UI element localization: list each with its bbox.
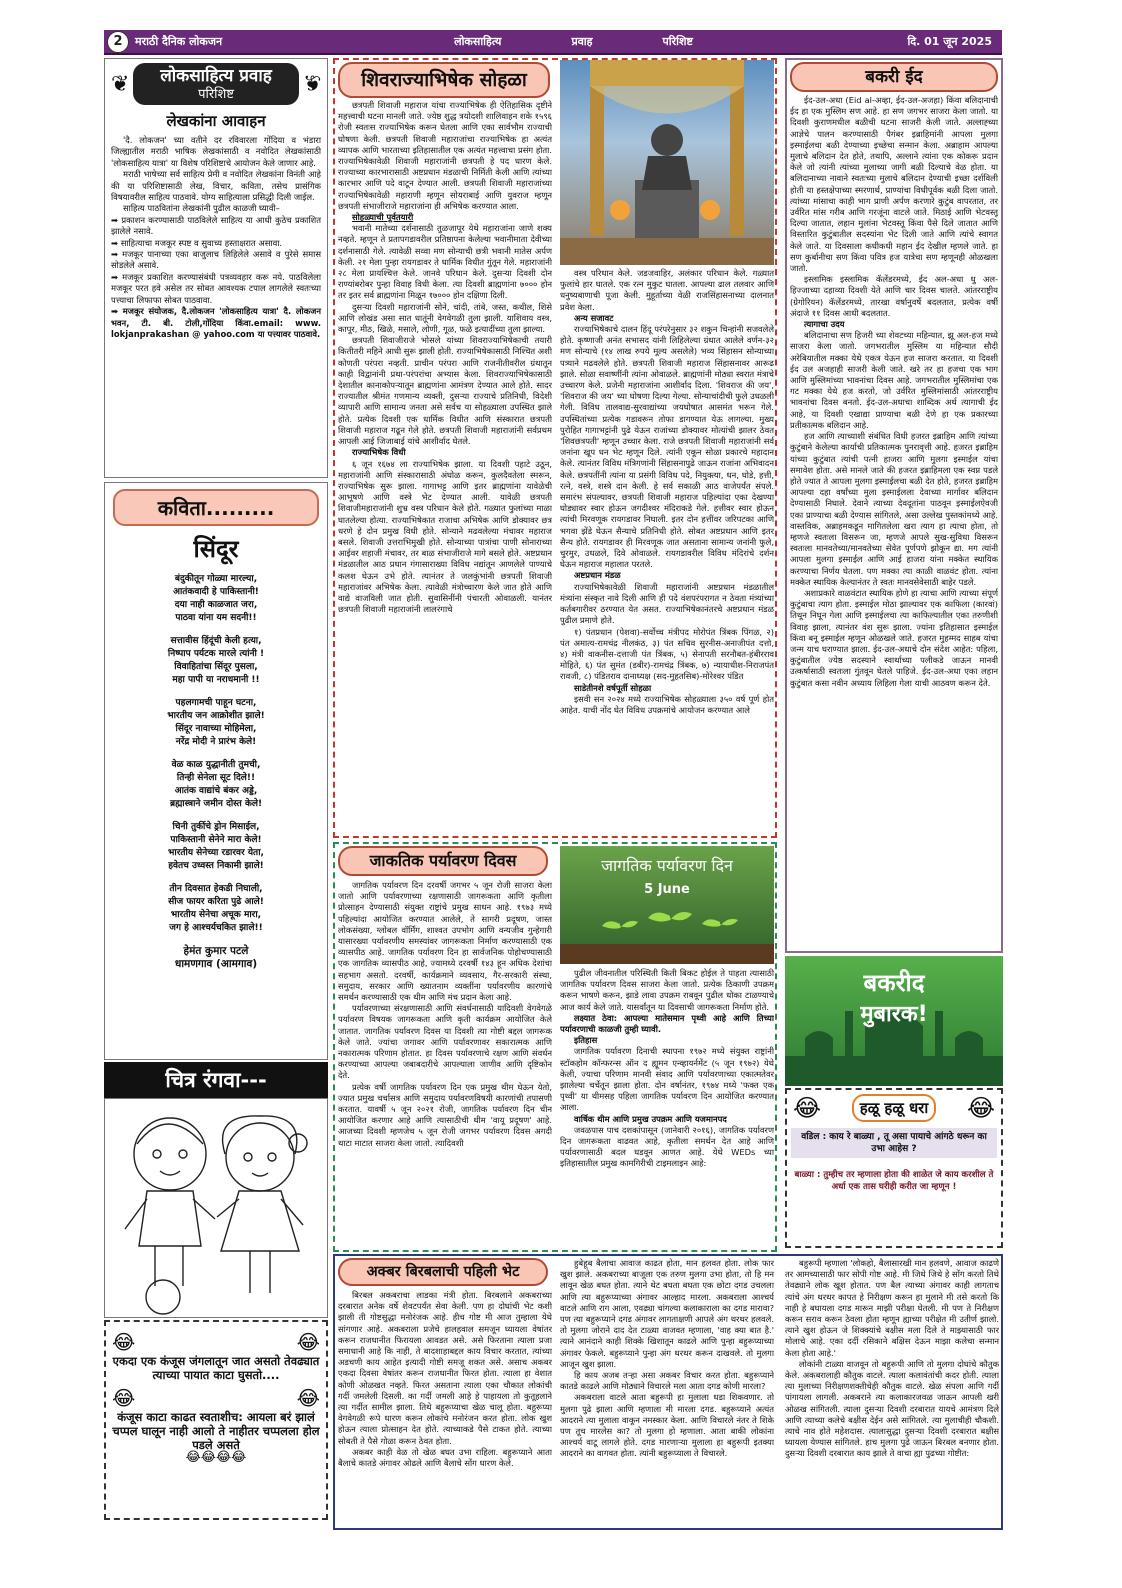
- poem-stanza: [113, 759, 319, 811]
- poem-line: आतंक वाद्यांचे बंकर अड्डे,: [174, 786, 258, 796]
- poem-line: सिंदूर नावाच्या मोहिमेला,: [175, 724, 257, 734]
- masthead: [111, 63, 321, 105]
- eid-text: ईद-उल-अधा (Eid al-अव्हा, ईद-उल-अजहा) किंवा बलिदानाची ईद हा एक मुस्लिम सण आहे. हा सण जगभर साजरा केला जातो. या दिवशी कुराणमधील बळीची घटना साजरी केली जाते. अल्लाह्च्या आज्ञेचे पालन करण्यासाठी पैगंबर इब्राहिमांनी आपला मुलगा इस्माईलचा बळी देण्याच्या इच्छेचा सन्मान केला. अब्राहाम आपल्या मुलाचे बलिदान देत होते, तथापि, अल्लाने त्यांना एक कोकरू प्रदान केले जो त्यांनी त्यांच्या मुलाच्या जागी बळी दिल्याचे वेळ होता. या बलिदानाच्या नावाने स्वतःच्या मुलाचे बलिदान देण्याची इच्छा दर्शविली होती या हस्तक्षेपाच्या स्मरणार्थ, प्राण्यांचा विधीपूर्वक बळी दिला जातो. त्यांच्या मांसाचा काही भाग प्राणी अर्पण करणारे कुटुंब वापरतात, तर उर्वरित मांस गरीब आणि गरजूंना वाटले जाते. मिठाई आणि भेटवस्तू दिल्या जातात, लहान मुलांना भेटवस्तू किंवा पैसे दिले जातात आणि विस्तारित कुटुंबातील सदस्यांना भेट दिली जाते आणि त्यांचे स्वागत केले जाते. या दिवसाला कधीकधी महान ईद देखील म्हणले जाते. हा सण कुर्बानीचा सण किंवा पवित्र हज यात्रेचा सण म्हणूनही ओळखला जातो. इस्लामिक इस्लामिक कॅलेंडरमध्ये, ईद अल-अधा धु अल-हिज्जाच्या दहाव्या दिवशी येते आणि चार दिवस चालते. आंतरराष्ट्रीय (ग्रेगोरियन) कॅलेंडरमध्ये, तारखा वर्षानुवर्षे बदलतात, प्रत्येक वर्षी अंदाजे ११ दिवस आधी बदलतात. त्यागाचा उदय बलिदानाचा सण हिजरी च्या शेवटच्या महिन्यात, झू अल-हज मध्ये साजरा केला जातो. जगभरातील मुस्लिम या महिन्यात सौदी अरेबियातील मक्का येथे एकत्र येऊन हज साजरा करतात. या दिवशी ईद उल अजहाही साजरी केली जाते. खरे तर हा हजचा एक भाग आणि मुस्लिमांच्या भावनांचा दिवस आहे. जगभरातील मुस्लिमांचा एक गट मक्का येथे हज करतो, जो उर्वरित मुस्लिमांसाठी आंतरराष्ट्रीय भावनांचा दिवस बनतो. ईद-उल-अधाचा शाब्दिक अर्थ त्यागाची ईद आहे, या दिवशी एखाद्या प्राण्याचा बळी देणे हा एक प्रकारच्या प्रतीकात्मक बलिदान आहे. हज आणि त्याच्याशी संबंधित विधी हजरत इब्राहिम आणि त्यांच्या कुटुंबाने केलेल्या कार्याची प्रतिकात्मक पुनरावृत्ती आहे. हजरत इब्राहिम यांच्या कुटुंबात त्यांची पत्नी हाजरा आणि मुलगा इस्माईल यांचा समावेश होता. असे मानले जाते की हजरत इब्राहिमला एक स्वप्न पडले होते ज्यात ते आपला मुलगा इस्माईलचा बळी देत होते, हजरत इब्राहिम आपल्या दहा वर्षांच्या मुला इस्माईलला देवाच्या मार्गावर बलिदान देण्यासाठी निघाले. देवाने त्याच्या देवदूतांना पाठवून इस्माईलऐवजी एका प्राण्याचा बळी देण्यास सांगितले, असा उल्लेख पुस्तकांमध्ये आहे. वास्तविक, अब्राहमकडून मागितलेला खरा त्याग हा त्याचा होता, तो म्हणजे स्वतःला विसरून जा, म्हणजे आपले सुख-सुविधा विसरून स्वतःला मानवतेच्या/मानवतेच्या सेवेत पूर्णपणे झोकून द्या. मग त्यांनी आपला मुलगा इस्माईल आणि आई हाजरा यांना मक्केत स्थायिक करण्याचा निर्णय घेतला. पण मक्का त्या काळी वाळवंट होता. त्यांना मक्केत स्थायिक केल्यानंतर ते स्वतः मानवसेवेसाठी बाहेर पडले. अशाप्रकारे वाळवंटात स्थायिक होणे हा त्याचा आणि त्याच्या संपूर्ण कुटुंबाचा त्याग होता. इस्माईल मोठा झाल्यावर एक काफिला (कारवां) तिथून निघून गेला आणि इस्माईलचा त्या काफिल्यातील एका तरुणीशी विवाह झाला, त्यानंतर वंश सुरू झाला. ज्यांना इतिहासात इस्माईल किंवा बनू इस्माईल म्हणून ओळखले जाते. हजरत मुहम्मद साहब यांचा जन्म याच घराण्यात झाला. ईद-उल-अधाचे दोन संदेश आहेत: पहिला, कुटुंबातील ज्येष्ठ सदस्याने स्वार्थाच्या पलीकडे जाऊन मानवी उत्कर्षासाठी स्वतःला गुंतवून घेतले पाहिजे. ईद-उल-अधा एका लहान कुटुंबात कसा नवीन अध्याय लिहिला गेला याची आठवण करून देते.: [790, 95, 998, 688]
- emoji-row: [112, 1386, 320, 1410]
- arrow-icon: ➡: [111, 249, 123, 260]
- rule-item: ➡ मजकूर प्रकाशित करण्यासंबंधी पत्रव्यवहार करू नये. पाठविलेला मजकूर परत हवे असेल तर सोबत आवश्यक टपाल लागलेले स्वतःच्या पत्त्याचा लिफाफा सोबत पाठवावा.: [111, 271, 322, 305]
- banner-line2: मुबारक!: [860, 1002, 928, 1027]
- laugh-icon: 😂: [112, 1330, 136, 1354]
- bakrid-banner: [785, 956, 1003, 1086]
- poem-line: तीन दिवसात हेकडी निघाली,: [169, 884, 263, 894]
- appeal-para: 'दै. लोकजन' च्या वतीने दर रविवारला गोंदिया व भंडारा जिल्ह्यातील मराठी भाषिक लेखकांसाठी व नवोदित लेखकांसाठी 'लोकसाहित्य यात्रा' या विशेष परिशिष्टाचे आयोजन केले जाणार आहे.: [111, 135, 321, 168]
- poem-stanza: [113, 821, 319, 873]
- poem-line: महा पापी या नराधमानी !!: [172, 675, 260, 685]
- rules-list: [111, 215, 321, 340]
- halu-joke-header: [787, 1090, 1001, 1126]
- rule-item: ➡ मजकूर संयोजक, दै.लोकजन 'लोकसाहित्य यात्रा' दै. लोकजन भवन, टी. बी. टोली,गोंदिया किंवा.email: www. lokjanprakashan @ yahoo.com या पत्त्यावर पाठवावे.: [111, 306, 321, 339]
- poem-line: तिन्ही सेनेला सूट दिले!!: [176, 773, 256, 783]
- poem-body: [113, 573, 319, 935]
- ornament-right-icon: ❦: [302, 71, 321, 97]
- poem-stanza: [113, 883, 319, 935]
- arrow-icon: ➡: [111, 306, 123, 317]
- eid-title: बकरी ईद: [790, 62, 998, 92]
- masthead-sub: परिशिष्ट: [198, 87, 234, 102]
- poem-stanza: [113, 635, 319, 687]
- arrow-icon: ➡: [111, 214, 122, 225]
- akbar-col2: हुबेहूब बैलाचा आवाज काढत होता, मान हलवत होता. लोक फार खुश झाले. अकबराच्या बाजूला एक तरुण मुलगा उभा होता, तो हि मन लावून खेळ बघत होता. त्याने थेट बघता बघता एक छोटा दगड उचलला आणि त्या बहुरूप्याच्या अंगावर आल्हाद मारला. अकबराला आश्चर्य वाटले आणि राग आला, एवढ्या चांगल्या कलाकाराला का दगड मारावा? पण त्या बहुरूप्याने दगड अंगावर लागताक्षणी आपले अंग थरथर हलवले. तो मुलगा जोराने दाद देत टाळ्या वाजवत म्हणाला, 'वाह क्या बात है.' त्याने आनंदाने काही शिक्के खिशातून काढले आणि पुन्हा बहुरूप्याच्या अंगावर फेकले. बहुरूप्याने पुन्हा अंग थरथर करून दाखवले. तो मुलगा आजून खुश झाला. हि काय अजब तऱ्हा असा अकबर विचार करत होता. बहुरूप्याने कातडे काढले आणि मोठ्याने विचारले मला आता दगड कोणी मारला? अकबराला वाटले आता बहुरूपी हा मुलाला धडा शिकवणार. तो मुलगा पुढे झाला आणि म्हणाला मी मारला दगड. बहुरूप्याने अत्यंत आदराने त्या मुलाला वाकून नमस्कार केला. आणि विचारले नंतर ते शिके पण तूच मारलेस का? तो मुलगा हो म्हणाला. आता बाकी लोकांना आश्चर्य वाटू लागले होते. दगड मारणाऱ्या मुलाला हा बहुरूपी इतक्या आदराने का वागवत होता. त्यांनी बहुरूप्याला ते विचारले.: [560, 1258, 774, 1459]
- joke-question: वडिल : काय रे बाळ्या , तू असा पायाचे आंगठे धरून का उभा आहेस ?: [791, 1128, 997, 1158]
- akbar-col3: बहुरूपी म्हणाला 'लोकहो, बैलासारखी मान हलवणे, आवाज काढणे तर आमच्यासाठी फार सोपी गोष्ट आहे. मी जिथे जिथे हे सोंग करतो तिथे तेवढ्याने लोक खूश होतात. पण बैल त्याच्या अंगावर काही लागताच त्यांचे अंग थरथर कापत हे निरीक्षण करून हा मुलाने मी तसे करतो कि नाही हे बघायला दगड मारून माझी परीक्षा घेतली. मी पण ते निरीक्षण करून सराव करून ठेवला होता म्हणून ह्याच्या परीक्षेत मी उतीर्ण झालो. त्याने खुश होऊन जे शिक्क्यांचे बक्षीस मला दिले ते माझ्यासाठी फार मोलाचे आहे. एका दर्दी रसिकाने बक्षिस देऊन माझा कलेचा सन्मान केला होता आहे.' लोकांनी टाळ्या वाजवून तो बहुरूपी आणि तो मुलगा दोघांचे कौतुक केले. अकबरालाही कौतुक वाटले. त्याला कलावंतांची कदर होती. त्याला त्या मुलाच्या निरीक्षणशक्तीचेही कौतुक वाटले. खेळ संपला आणि गर्दी पांगायला लागली. अकबराने त्या कलाकारजवळ जाऊन आपली खरी ओळख सांगितली. त्याला दुसऱ्या दिवशी दरबारात यायचे आमंत्रण दिले आणि त्याच्या कलेचे बक्षीस देईन असे सांगितले. त्या मुलाचीही चौकशी. त्याचे नाव होते महेशदास. त्यालासुद्धा दुसऱ्या दिवशी दरबारात बक्षीस घ्यायला येण्यास सांगितले. हाच मुलगा पुढे जाऊन बिरबल बनणार होता. दुसऱ्या दिवशी दरबारात काय झाले ते वाचा ह्या पुढच्या गोष्टीत:: [785, 1258, 999, 1459]
- halu-joke-title: हळू हळू धरा: [852, 1094, 936, 1122]
- joke-reply: कंजूस काटा काढत स्वताशीच: आयला बरं झालं चप्पल घालून नाही आलो ते नाहीतर चप्पलला होल पडले असते: [112, 1410, 320, 1452]
- header-item: लोकसाहित्य: [454, 35, 502, 48]
- shivaji-col2: वस्त्र परिधान केले. जडजवाहिर, अलंकार परिधान केले. गळ्यात फुलांचे हार घातले. एक रत्न मुकुट घातला. आपल्या ढाल तलवार आणि धनुष्यबाणाची पूजा केली. मुहूर्ताच्या वेळी राजसिंहासनाच्या दालनात प्रवेश केला. अन्य सजावट राज्याभिषेकाचे दालन हिंदू परंपरेनुसार ३२ शकुन चिन्हांनी सजवलेले होते. कृष्णाजी अनंत सभासद यांनी लिहिलेल्या ग्रंथात आलेले वर्णन-३२ मण सोन्याचे (१४ लाख रुपये मूल्य असलेले) भव्य सिंहासन सोन्याच्या पत्र्याने मढवलेले होते. छत्रपती शिवाजी महाराज सिंहासनावर आरूढ झाले. सोळा सवाष्णींनी त्यांना ओवाळले. ब्राह्मणांनी मोठ्या स्वरात मंत्राचे उच्चारण केले. प्रजेनी महाराजांना आशीर्वाद दिला. 'शिवराज की जय', 'शिवराज की जय' च्या घोषणा दिल्या गेल्या. सोन्याचांदीची फुले उधळली गेली. विविध तालवाद्य-सुरवाद्यांच्या जयघोषात आसमंत भरून गेले. उपस्थितांच्या प्रत्येक गडावरून तोफा डागण्यात येऊ लागल्या. मुख्य पुरोहित गागाभट्टांनी पुढे येऊन राजांच्या डोक्यावर मोत्यांची झालर ठेवत 'शिवछत्रपती' म्हणून उच्चार केला. राजे छत्रपती शिवाजी महाराजांनी सर्व जनांना खूप धन भेट म्हणून दिले. त्यांनी एकून सोळा प्रकारचे महादान केले. त्यानंतर विविध मंत्रिगणांनी सिंहासनापुढे जाऊन राजांना अभिवादन केले. छत्रपतींनी त्यांना या प्रसंगी विविध पदे, नियुक्त्या, धन, घोडे, हत्ती, रत्ने, वस्त्रे, शस्त्रे दान केली. हे सर्व सकाळी आठ वाजेपर्यंत संपले. समारंभ संपल्यावर, छत्रपती शिवाजी महाराज पहिल्यांदा एका देखण्या घोड्यावर स्वार होऊन जगदीश्वर मंदिराकडे गेले. हत्तीवर स्वार होऊन त्यांची मिरवणूक रायगडावर निघाली. इतर दोन हत्तींवर जरिपटका आणि भगवा झेंडे घेऊन सैन्याचे प्रतिनिधी होते. सोबत अष्टप्रधान आणि इतर सैन्य होते. रायगडावर ही मिरवणूक जात असताना सामान्य जनांनी फुले, चुरमुर, उधळले, दिवे ओवाळले. रायगडावरील विविध मंदिरांचे दर्शन घेऊन महाराज महालात परतले. अष्टप्रधान मंडळ राज्याभिषेकावेळी शिवाजी महाराजांनी अष्टप्रधान मंडळातील मंत्र्यांना संस्कृत नावे दिली आणि ही पदे वंशपरंपरागत न ठेवता मंत्र्यांच्या कर्तबगारीवर ठरण्यात येत असत. राज्याभिषेकानंतरचे अष्टप्रधान मंडळ पुढील प्रमाणे होते. १) पंतप्रधान (पेशवा)-सर्वोच्च मंत्रीपद मोरोपंत त्रिंबक पिंगळ, २) पंत अमात्य-रामचंद्र नीलकंठ, ३) पंत सचिव सुरनीस-अनाजीपंत दत्तो, ४) मंत्री वाकनीस-दत्ताजी पंत त्रिंबक, ५) सेनापती सरनौबत-हंबीरराव मोहिते, ६) पंत सुमंत (डबीर)-रामचंद्र त्रिंबक, ७) न्यायाधीश-निराजपंत रावजी, ८) पंडितराव दानाध्यक्ष (सद-मुहतसिब)-मोरेश्वर पंडित साडेतीनशे वर्षपूर्ती सोहळा इसवी सन २०२४ मध्ये राज्याभिषेक सोहळ्याला ३५० वर्ष पूर्ण होत आहेत. याची नोंद घेत विविध उपक्रमांचे आयोजन करण्यात आले: [560, 268, 774, 715]
- poem-line: सत्तावीस हिंदूंची केली हत्या,: [170, 636, 262, 646]
- ornament-left-icon: ❦: [111, 71, 130, 97]
- poem-line: दया नाही काळजात जरा,: [174, 600, 258, 610]
- poem-line: जग हे आश्चर्यचकित झाले!!: [169, 923, 263, 933]
- shivaji-photo: [560, 60, 774, 265]
- environment-photo-date: 5 June: [644, 882, 690, 897]
- poem-line: विवाहितांचा सिंदूर पुसला,: [174, 662, 258, 672]
- poem-line: भारतीय सेनेचा अचूक मारा,: [170, 910, 262, 920]
- poem-line: हवेतच उध्वस्त निकामी झाले!: [168, 861, 264, 871]
- poet-place: धामणगाव (आमगाव): [174, 958, 258, 970]
- page-number: 2: [107, 31, 129, 53]
- arrow-icon: ➡: [111, 237, 121, 248]
- joke-answer: बाळ्या : तुम्हीच तर म्हणाला होता की शाळेत जे काय करशील ते अर्धा एक तास घरीही करीत जा म्हणून !: [794, 1170, 994, 1192]
- paper-name: मराठी दैनिक लोकजन: [135, 35, 223, 48]
- seedlings-icon: [560, 846, 774, 964]
- arrow-icon: ➡: [111, 271, 123, 282]
- kavita-heading: कविता.........: [113, 489, 319, 526]
- poem-line: नरेंद्र मोदी ने प्रारंभ केले!: [175, 737, 257, 747]
- header-item: परिशिष्ट: [662, 35, 693, 48]
- laugh-icon: 😂: [793, 1094, 822, 1122]
- poem-line: पाकिस्तानी सेनेने मारा केले!: [170, 835, 262, 845]
- laugh-icon: 😂: [296, 1330, 320, 1354]
- environment-col1: जागतिक पर्यावरण दिन दरवर्षी जगभर ५ जून रोजी साजरा केला जातो आणि पर्यावरणाच्या रक्षणासाठी जागरूकता आणि कृतीला प्रोत्साहन देण्यासाठी संयुक्त राष्ट्रांचे प्रमुख साधन आहे. १९७३ मध्ये पहिल्यांदा आयोजित करण्यात आलेले, ते सागरी प्रदूषण, जास्त लोकसंख्या, ग्लोबल वॉर्मिंग, शाश्वत उपभोग आणि वन्यजीव गुन्हेगारी यासारख्या पर्यावरणीय समस्यांवर जागरूकता निर्माण करण्यासाठी एक व्यासपीठ आहे. जागतिक पर्यावरण दिन हा सार्वजनिक पोहोचण्यासाठी एक जागतिक व्यासपीठ आहे, ज्यामध्ये दरवर्षी १४३ हून अधिक देशांचा सहभाग असतो. दरवर्षी, कार्यक्रमाने व्यवसाय, गैर-सरकारी संस्था, समुदाय, सरकार आणि ख्यातनाम व्यक्तींना पर्यावरणीय कारणांचे समर्थन करण्यासाठी एक थीम आणि मंच प्रदान केला आहे. पर्यावरणाच्या संरक्षणासाठी आणि संवर्धनासाठी यादिवशी वेगवेगळे पर्यावरण विषयक जागरूकता आणि कृती कार्यक्रम आयोजित केले जातात. जागतिक पर्यावरण दिवस या दिवशी त्या गोष्टी बद्दल जागरूक केले जाते. ज्यांचा जगावर आणि पर्यावरणावर सकारात्मक आणि नकारात्मक परिणाम होतात. हा दिवस पर्यावरणाचे रक्षण आणि संवर्धन करण्याच्या आपल्या जबाबदारीचे आपल्याला जाणीव आणि दृष्टिकोन देते. प्रत्येक वर्षी जागतिक पर्यावरण दिन एक प्रमुख थीम घेऊन येतो, ज्यात प्रमुख चर्चासत्र आणि समुदाय पर्यावरणविषयी कारणांची तपासणी करतात. यावर्षी ५ जून २०२१ रोजी, जागतिक पर्यावरण दिन चीन आयोजित करणार आहे आणि त्यासाठीची थीम 'वायू प्रदूषण' आहे. आजच्या दिवशी म्हणजेच ५ जून रोजी जगभर पर्यावरण दिवस अगदी थाटा माटात साजरा केला जातो. त्यादिवशी: [338, 880, 552, 1148]
- header-item: प्रवाह: [571, 35, 593, 48]
- appeal-box: [104, 58, 328, 478]
- chitra-heading: चित्र रंगवा---: [104, 1062, 328, 1098]
- appeal-para: मराठी भाषेच्या सर्व साहित्य प्रेमी व नवोदित लेखकांना विनंती आहे की या परिशिष्टासाठी लेख, विचार, कविता, तसेच प्रासंगिक विषयावरील साहित्य पाठवावे. योग्य साहित्याला प्रसिद्धी दिली जाईल.: [111, 169, 321, 203]
- poem-line: निष्पाप पर्यटक मारले त्यांनी !: [167, 649, 265, 659]
- rule-item: ➡ प्रकाशन करण्यासाठी पाठविलेले साहित्य या आधी कुठेच प्रकाशित झालेले नसावे.: [111, 214, 321, 237]
- header-date: दि. 01 जून 2025: [907, 35, 992, 48]
- shivaji-col1: छत्रपती शिवाजी महाराज यांचा राज्याभिषेक ही ऐतिहासिक दृष्टीने महत्त्वाची घटना मानली जाते. ज्येष्ठ शुद्ध त्रयोदशी शालिवाहन शके १५९६ रोजी स्वतःस राज्याभिषेक करून घेतला आणि एका सार्वभौम राज्याची घोषणा केली. छत्रपती शिवाजी महाराजांचा राज्याभिषेक हा अत्यंत व्यापक आणि भारताच्या इतिहासातील एक अत्यंत महत्त्वाचा प्रसंग होता. राज्याभिषेकावेळी शिवाजी महाराजांनी छत्रपती हे पद धारण केले. राज्याच्या कारभारासाठी अष्टप्रधान मंडळाची निर्मिती केली आणि त्यांच्या कारभार आणि पदे वाटून देण्यात आली. छत्रपती शिवाजी महाराजांच्या राज्याभिषेकावेळी महाराणी म्हणून सोयराबाई आणि युवराज म्हणून छत्रपती संभाजीराजे महाराजांना ही अभिषेक करण्यात आला. सोहळ्याची पूर्वतयारी भवानी मातेच्या दर्शनासाठी तुळजापूर येथे महाराजांना जाणे शक्य नव्हते. म्हणून ते प्रतापगडावरील प्रतिष्ठापना केलेल्या भवानीमाता देवीच्या दर्शनासाठी गेले. त्यावेळी सव्वा मण सोन्याची छत्री भवानी मातेस अर्पण केली. २१ मेला पुन्हा रायगडावर ते धार्मिक विधीत गुंतून गेले. महाराजांनी २८ मेला प्रायश्चित्त केले. जानवे परिधान केले. दुसऱ्या दिवशी दोन राण्यांबरोबर पुन्हा विवाह विधी केला. त्या दिवशी ब्राह्मणांना ७००० होन तर इतर सर्व ब्राह्मणांना मिळून १७००० होन दक्षिणा दिली. दुसऱ्या दिवशी महाराजांनी सोने, चांदी, तांबे, जस्त, कथील, शिसे आणि लोखंड असा सात धातूंनी वेगवेगळी तुला झाली. याशिवाय वस्त्र, कापूर, मीठ, खिळे, मसाले, लोणी, गूळ, फळे इत्यादींच्या तुला झाल्या. छत्रपती शिवाजीराजे भोसले यांच्या शिवराज्याभिषेकाची तयारी कितीतरी महिने आधी सुरू झाली होती. राज्याभिषेकासाठी निश्चित अशी कोणती परंपरा नव्हती. प्राचीन परंपरा आणि राजनीतीवरील ग्रंथातून काही विद्वानांनी प्रथा-परंपरांचा अभ्यास केला. शिवराज्याभिषेकासाठी देशातील कानाकोपऱ्यातून ब्राह्मणांना आमंत्रण देण्यात आले होते. सादर राज्यातील श्रीमंत गणमान्य व्यक्ती, दुसऱ्या राज्याचे प्रतिनिधी, विदेशी व्यापारी आणि सामान्य जनता असे सर्वच या सोहळ्याला उपस्थित झाले होते. प्रत्येक दिवशी एक धार्मिक विधीत आणि संस्कारात छत्रपती शिवाजी महाराज गढून गेले होते. छत्रपती शिवाजी महाराजांनी सर्वप्रथम आपली आई जिजाबाई यांचे आशीर्वाद घेतले. राज्याभिषेक विधी ६ जून १६७४ ला राज्याभिषेक झाला. या दिवशी पहाटे उठून, महाराजांनी आणि संस्कारासाठी अंघोळ करून, कुलदैवतेला स्मरून, राज्याभिषेक सुरू झाला. गागाभट्ट आणि इतर ब्राह्मणांना यावेळेची आभूषणे आणि वस्त्रे भेट देण्यात आली. यावेळी छत्रपती शिवाजीमहाराजांनी शुभ्र वस्त्र परिधान केले होते. गळ्यात फुलांच्या माळा घातलेल्या होत्या. राज्याभिषेकात राजाचा अभिषेक आणि डोक्यावर छत्र धरणे हे दोन प्रमुख विधी होते. सोन्याने मढवलेल्या मंचावर महाराज बसले. शिवाजी उत्तराभिमुखी होते. सोन्याच्या पात्रांचा पाणी सोनाराच्या आईवर शहाजी मंचावर, तर बाळ संभाजीराजे मागे बसले होते. अष्टप्रधान मंडळातील आठ प्रधान गंगासाराख्या विविध नद्यांतून आणलेले पाण्याचे कलश घेऊन उभे होते. त्यानंतर ते जलकुंभांनी छत्रपती शिवाजी महाराजांवर अभिषेक केला. त्यावेळी मंत्रोच्चारण केले जात होते आणि वाद्ये वाजविली जात होती. सुवासिनींनी पंचारती ओवाळली. यानंतर छत्रपती शिवाजी महाराजांनी लालरंगाचे: [338, 100, 552, 615]
- poet-name: हेमंत कुमार पटले: [183, 945, 249, 957]
- halu-joke-box: [785, 1088, 1003, 1248]
- rule-item: ➡ मजकूर पानाच्या एका बाजुलाच लिहिलेले असावे व पुरेसे समास सोडलेले असावे.: [111, 249, 321, 271]
- masthead-title: लोकसाहित्य प्रवाह: [160, 66, 272, 86]
- header-center: [285, 34, 862, 49]
- poem-line: बंदुकीतून गोळ्या मारल्या,: [174, 574, 258, 584]
- banner-line1: बकरीद: [863, 969, 925, 997]
- laugh-icon: 😂: [966, 1094, 995, 1122]
- akbar-title: अक्बर बिरबलाची पहिली भेट: [338, 1258, 548, 1286]
- environment-photo-title: जागतिक पर्यावरण दिन: [601, 856, 733, 875]
- shivaji-statue-icon: [560, 60, 774, 265]
- poem-line: ब्रह्मास्त्राने जमीन दोस्त केले!: [169, 799, 263, 809]
- laugh-icon: 😂: [296, 1386, 320, 1410]
- poem-line: चिनी तुर्कीचे ड्रोन मिसाईल,: [172, 822, 260, 832]
- joke-text: एकदा एक कंजूस जंगलातून जात असतो तेवढ्यात त्याच्या पायात काटा घुसतो....: [112, 1354, 320, 1382]
- appeal-para: साहित्य पाठवितांना लेखकांनी पुढील काळजी घ्यावी–: [123, 203, 280, 214]
- masthead-title-box: [133, 63, 298, 105]
- coloring-image: [104, 1098, 328, 1318]
- environment-photo: [560, 846, 774, 964]
- poem-line: पाठवा यांना यम सदनी!!: [175, 613, 257, 623]
- poem-line: भारतीय सेनेच्या रडारवर येता,: [168, 848, 264, 858]
- poem-line: आतंकवादी हे पाकिस्तानी!: [173, 587, 259, 597]
- environment-col2: पुढील जीवनातील परिस्थिती किती बिकट होईल ते पाहता त्यासाठी जागतिक पर्यावरण दिवस साजरा केला जातो. प्रत्येक ठिकाणी उपक्रम करून भाषणे करून, झाडे लावा उपक्रम राबवून पुढील धोका टाळण्याचे आज कार्य केले जाते. यासर्वांतून या दिवसाची जागरूकता निर्माण होते. लक्ष्यात ठेवा: आपल्या मातेसमान पृथ्वी आहे आणि तिच्या पर्यावरणाची काळजी तुम्ही घ्यावी. इतिहास जागतिक पर्यावरण दिनाची स्थापना १९७२ मध्ये संयुक्त राष्ट्रांनी स्टॉकहोम कॉन्फरन्स ऑन द ह्यूमन एन्व्हायर्नमेंट (५ जून १९७२) येथे केली, ज्याचा परिणाम मानवी संवाद आणि पर्यावरणाच्या एकात्मतेवर झालेल्या चर्चेतून झाला होता. दोन वर्षानंतर, १९७४ मध्ये 'फक्त एक पृथ्वी' या थीमसह पहिला जागतिक पर्यावरण दिन आयोजित करण्यात आला. वार्षिक थीम आणि प्रमुख उपक्रम आणि यजमानपद जवळपास पाच दशकांपासून (जानेवारी २०१६), जागतिक पर्यावरण दिन जागरूकता वाढवत आहे, कृतीला समर्थन देत आहे आणि पर्यावरणासाठी बदल घडवून आणत आहे. येथे WEDs च्या इतिहासातील प्रमुख कामगिरीची टाइमलाइन आहे:: [560, 968, 774, 1169]
- poem-stanza: [113, 573, 319, 625]
- poem-stanza: [113, 697, 319, 749]
- rule-item: ➡ साहित्याचा मजकूर स्पष्ट व सुवाच्य हस्ताक्षरात असावा.: [111, 237, 283, 248]
- poem-line: पहलगामची पाहून घटना,: [175, 698, 257, 708]
- shivaji-title: शिवराज्याभिषेक सोहळा: [338, 62, 550, 98]
- akbar-col1: बिरबल अकबराचा लाडका मंत्री होता. बिरबलाने अकबराच्या दरबारात अनेक वर्षे शेवटपर्यंत सेवा केली. पण हा दोघांची भेट कशी झाली ती गोष्टसुद्धा मनोरंजक आहे. हीच गोष्ट मी आज तुम्हाला येथे सांगणार आहे. अकबराला प्रजेचे हालहवाल समजून घ्यायला वेषांतर करून राजधानीत फिरायला आवडत असे. असे फिरताना त्याला प्रजा समाधानी आहे कि नाही, ते बादशाहाबद्दल काय विचार करतात, त्यांच्या अडचणी काय आहेत इत्यादी गोष्टी समजू शकत असे. असाच अकबर एकदा दिवसा वेषांतर करून राजधानीत फिरत होता. त्याला हा वेशात कोणी ओळखत नव्हते. फिरत असताना त्याला एका चौकात लोकांची गर्दी जमलेली दिसली. का गर्दी जमली आहे हे पाहायला तो कुतूहलाने त्या गर्दीत सामील झाला. तिथे बहुरूप्याचा खेळ चालू होता. बहुरूप्या वेगवेगळी रूपे धारण करून लोकांचे मनोरंजन करत होता. लोक खुश होऊन त्याला प्रोत्साहन देत होते. त्याच्याकडे पैसे टाकत होते. त्याच्या सोबती ते पैसे गोळा करून ठेवत होता. अकबर काही वेळ तो खेळ बघत उभा राहिला. बहुरूप्याने आता बैलाचे कातडे अंगावर ओढले आणि बैलाचे सोंग धारण केले.: [338, 1290, 552, 1469]
- poem-box: [104, 482, 328, 1060]
- joke-emoji: 😂😂😂😂: [185, 1450, 247, 1465]
- page-header: [104, 30, 1002, 55]
- poem-line: सीज फायर करिता पुढे आले!: [168, 897, 264, 907]
- kids-drawing-icon: [105, 1099, 327, 1317]
- poem-line: भारतीय जन आक्रोशीत झाले!: [167, 711, 265, 721]
- environment-title: जाकतिक पर्यावरण दिवस: [338, 846, 548, 876]
- kanjus-joke-box: [104, 1320, 328, 1520]
- emoji-row: [112, 1330, 320, 1354]
- poem-title: सिंदूर: [193, 535, 239, 563]
- appeal-title: लेखकांना आवाहन: [166, 112, 266, 130]
- poem-line: वेळ काळ युद्धानीती तुमची,: [171, 760, 261, 770]
- laugh-icon: 😂: [112, 1386, 136, 1410]
